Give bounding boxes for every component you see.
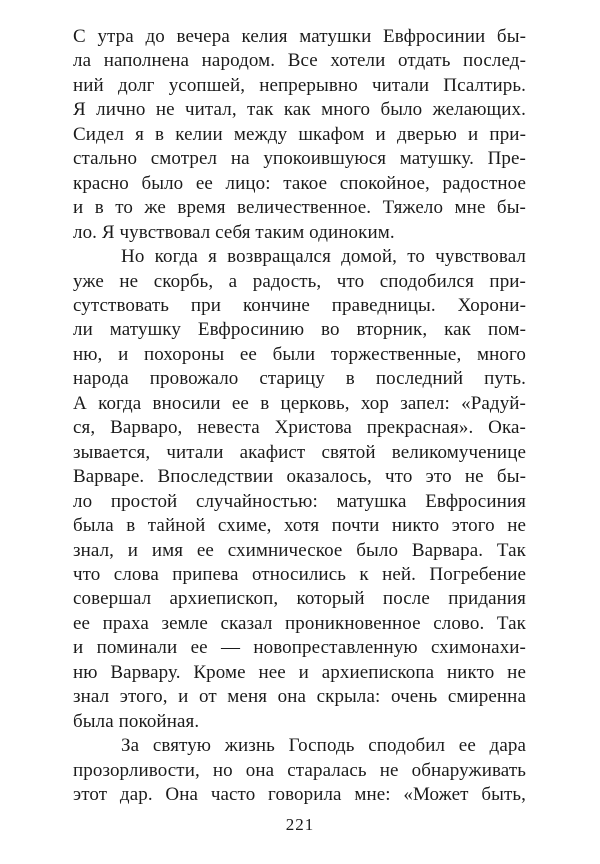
text-line: была в тайной схиме, хотя почти никто этого не [73,515,526,537]
text-line: и поминали ее — новопреставленную схимонахи- [73,637,526,659]
text-line: ло. Я чувствовал себя таким одиноким. [73,221,395,243]
text-line: была покойная. [73,710,200,732]
text-line: знал этого, и от меня она скрыла: очень смиренна [73,686,526,708]
text-line: сутствовать при кончине праведницы. Хорони- [73,294,526,316]
text-line: красно было ее лицо: такое спокойное, радостное [73,172,526,194]
text-line: ний долг усопшей, непрерывно читали Псалтирь. [73,74,526,96]
text-line: ню Варвару. Кроме нее и архиепископа никто не [73,661,526,683]
text-line: ло простой случайностью: матушка Евфросиния [73,490,526,512]
text-line: знал, и имя ее схимническое было Варвара. Так [73,539,526,561]
text-line: ли матушку Евфросинию во вторник, как пом- [73,319,526,341]
text-line: ла наполнена народом. Все хотели отдать послед- [73,50,526,72]
text-line: этот дар. Она часто говорила мне: «Может быть, [73,784,526,806]
text-line: Я лично не читал, так как много было желающих. [73,99,526,121]
page-number: 221 [285,815,315,834]
text-line: зывается, читали акафист святой великомученице [73,441,526,463]
text-line: что слова припева относились к ней. Погребение [73,563,526,585]
text-line: уже не скорбь, а радость, что сподобился при- [73,270,526,292]
text-line: ню, и похороны ее были торжественные, много [73,343,526,365]
text-line: Но когда я возвращался домой, то чувствовал [121,246,526,268]
text-line: Варваре. Впоследствии оказалось, что это не бы- [73,466,526,488]
text-line: Сидел я в келии между шкафом и дверью и при- [73,123,526,145]
text-line: С утра до вечера келия матушки Евфросинии бы- [73,26,526,47]
page-text-block [73,25,526,808]
text-line: ее праха земле сказал проникновенное слово. Так [73,612,526,634]
text-line: и в то же время величественное. Тяжело мне бы- [73,197,526,219]
text-line: стально смотрел на упокоившуюся матушку. Пре- [73,148,526,170]
text-line: А когда вносили ее в церковь, хор запел: «Радуй- [73,392,526,414]
text-line: ся, Варваро, невеста Христова прекрасная». Ока- [73,417,526,439]
text-line: прозорливости, но она старалась не обнаруживать [73,759,526,781]
text-line: совершал архиепископ, который после придания [73,588,526,610]
text-line: За святую жизнь Господь сподобил ее дара [121,735,526,757]
text-line: народа провожало старицу в последний путь. [73,368,526,390]
